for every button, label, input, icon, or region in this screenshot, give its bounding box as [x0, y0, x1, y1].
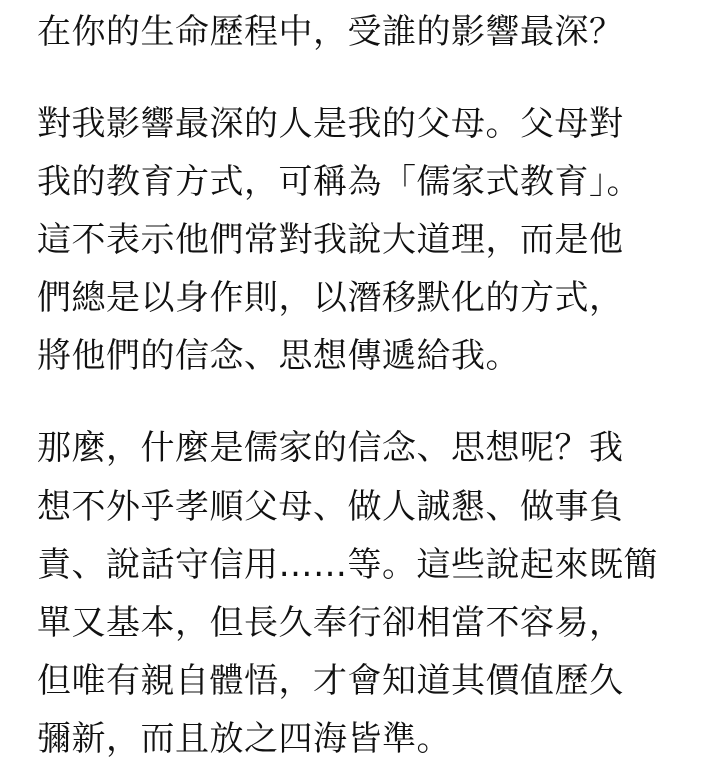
- paragraph-line: 我的教育方式，可稱為「儒家式教育」。: [37, 162, 641, 202]
- paragraph-line: 對我影響最深的人是我的父母。父母對: [37, 104, 624, 144]
- paragraph-line: 們總是以身作則，以潛移默化的方式，: [37, 278, 624, 318]
- paragraph-line: 想不外乎孝順父母、做人誠懇、做事負: [37, 487, 624, 527]
- paragraph-line: 彌新，而且放之四海皆準。: [37, 719, 451, 759]
- paragraph-line: 但唯有親自體悟，才會知道其價值歷久: [37, 661, 624, 701]
- paragraph-line: 那麼，什麼是儒家的信念、思想呢？我: [37, 428, 624, 468]
- paragraph-line: 這不表示他們常對我說大道理，而是他: [37, 220, 624, 260]
- paragraph-line: 將他們的信念、思想傳遞給我。: [37, 336, 520, 376]
- paragraph-line: 單又基本，但長久奉行卻相當不容易，: [37, 603, 624, 643]
- question-heading: 在你的生命歷程中，受誰的影響最深？: [37, 12, 624, 52]
- paragraph-line: 責、說話守信用……等。這些說起來既簡: [37, 545, 658, 585]
